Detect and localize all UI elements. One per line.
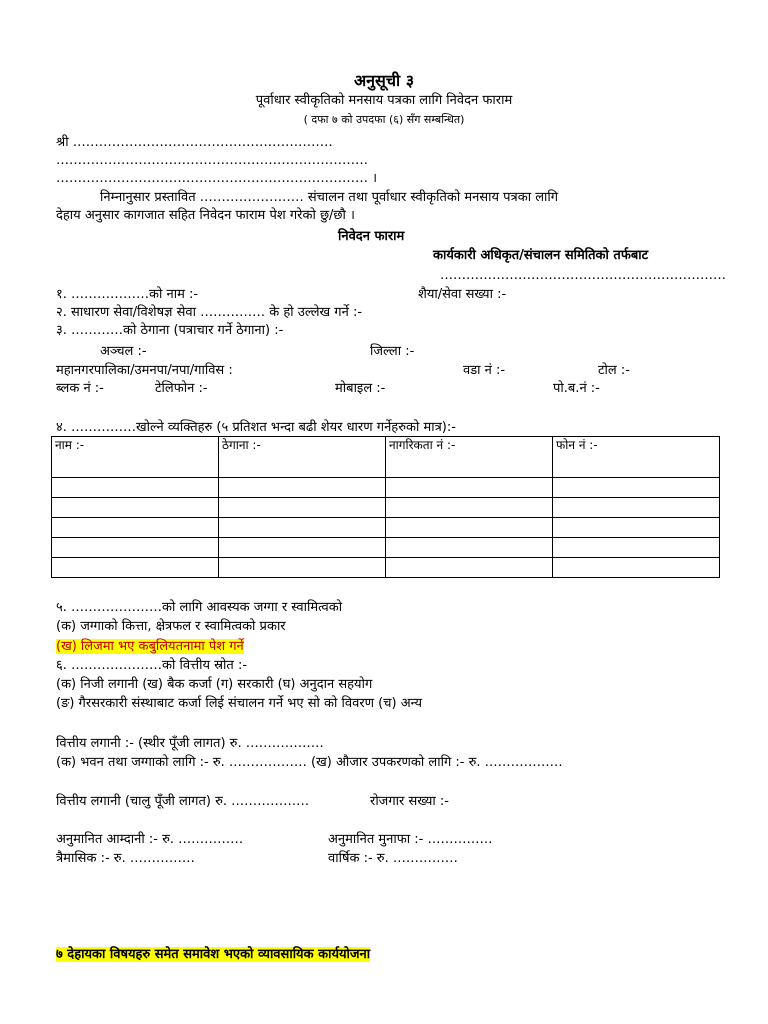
table-cell[interactable] — [553, 478, 720, 498]
table-cell[interactable] — [219, 538, 386, 558]
table-header-phone: फोन नं :- — [553, 437, 720, 478]
form-heading: निवेदन फाराम — [338, 229, 405, 244]
table-cell[interactable] — [52, 558, 219, 578]
addressee-line: श्री …………………………………………………… — [56, 135, 333, 150]
table-row — [52, 558, 720, 578]
table-cell[interactable] — [386, 538, 553, 558]
field-ward: वडा नं :- — [463, 363, 506, 378]
table-row — [52, 498, 720, 518]
intro-paragraph-1: निम्नानुसार प्रस्तावित …………………… संचालन तथा पूर्वाधार स्वीकृतिको मनसाय पत्रका लागि — [100, 190, 559, 205]
table-cell[interactable] — [553, 518, 720, 538]
finance-sources-2: (ङ) गैरसरकारी संस्थाबाट कर्जा लिई संचालन गर्ने भए सो को विवरण (च) अन्य — [56, 696, 423, 711]
employment-count: रोजगार सख्या :- — [370, 794, 449, 809]
officer-signature-dots: ………………………………………………………… — [440, 268, 726, 283]
field-3-address: ३. …………को ठेगाना (पत्राचार गर्ने ठेगाना) :- — [56, 323, 284, 338]
field-bed-count: शैया/सेवा सख्या :- — [418, 287, 507, 302]
field-4-shareholders: ४. ……………खोल्ने व्यक्तिहरु (५ प्रतिशत भन्दा बढी शेयर धारण गर्नेहरुको मात्र):- — [56, 420, 456, 435]
table-cell[interactable] — [553, 558, 720, 578]
table-cell[interactable] — [52, 478, 219, 498]
finance-sources-1: (क) निजी लगानी (ख) बैक कर्जा (ग) सरकारी (घ) अनुदान सहयोग — [56, 677, 373, 692]
field-tole: टोल :- — [598, 363, 630, 378]
table-cell[interactable] — [386, 558, 553, 578]
table-header-row — [52, 437, 720, 478]
table-cell[interactable] — [219, 518, 386, 538]
field-anchal: अञ्चल :- — [100, 344, 147, 359]
field-telephone: टेलिफोन :- — [155, 381, 208, 396]
table-cell[interactable] — [386, 518, 553, 538]
field-5-land: ५. …………………को लागि आवस्यक जग्गा र स्वामित्वको — [56, 600, 343, 615]
table-cell[interactable] — [52, 498, 219, 518]
table-cell[interactable] — [553, 538, 720, 558]
annual: वार्षिक :- रु. …………… — [328, 851, 458, 866]
table-row — [52, 538, 720, 558]
quarterly: त्रैमासिक :- रु. …………… — [56, 851, 195, 866]
field-1-name: १. ………………को नाम :- — [56, 287, 199, 302]
table-row — [52, 518, 720, 538]
field-municipality: महानगरपालिका/उमनपा/नपा/गाविस : — [56, 363, 233, 378]
field-5-ka: (क) जग्गाको कित्ता, क्षेत्रफल र स्वामित्वको प्रकार — [56, 619, 286, 634]
field-mobile: मोबाइल :- — [335, 381, 386, 396]
shareholder-table — [51, 436, 720, 578]
field-5-kha-highlight: (ख) लिजमा भए कबुलियतनामा पेश गर्ने — [56, 639, 244, 654]
table-header-address: ठेगाना :- — [219, 437, 386, 478]
running-capital: वित्तीय लगानी (चालु पूँजी लागत) रु. ……………… — [56, 794, 310, 809]
estimated-profit: अनुमानित मुनाफा :- …………… — [328, 832, 493, 847]
table-cell[interactable] — [219, 558, 386, 578]
fixed-capital: वित्तीय लगानी :- (स्थीर पूँजी लागत) रु. ……………… — [56, 736, 324, 751]
officer-label: कार्यकारी अधिकृत/संचालन समितिको तर्फबाट — [433, 248, 649, 263]
table-row — [52, 478, 720, 498]
table-cell[interactable] — [52, 538, 219, 558]
page-title: अनुसूची ३ — [353, 71, 415, 90]
field-2-service-type: २. साधारण सेवा/विशेषज्ञ सेवा …………… के हो उल्लेख गर्ने :- — [56, 305, 363, 320]
address-dots-line-1: ……………………………………………………………… — [56, 153, 368, 168]
form-subtitle: पूर्वाधार स्वीकृतिको मनसाय पत्रका लागि निवेदन फाराम — [255, 93, 513, 108]
field-7-business-plan: ७ देहायका विषयहरु समेत समावेश भएको व्यावसायिक कार्ययोजना — [56, 947, 371, 962]
table-header-name: नाम :- — [52, 437, 219, 478]
table-cell[interactable] — [386, 478, 553, 498]
building-equipment: (क) भवन तथा जग्गाको लागि :- रु. ……………… (ख) औजार उपकरणको लागि :- रु. ……………… — [56, 755, 563, 770]
table-cell[interactable] — [219, 498, 386, 518]
address-dots-line-2: ……………………………………………………………… । — [56, 171, 378, 186]
form-section-reference: ( दफा ७ को उपदफा (६) सँग सम्बन्धित) — [303, 113, 465, 126]
field-block: ब्लक नं :- — [56, 381, 104, 396]
table-cell[interactable] — [386, 498, 553, 518]
field-district: जिल्ला :- — [370, 344, 415, 359]
table-cell[interactable] — [52, 518, 219, 538]
field-6-finance: ६. …………………को वित्तीय स्रोत :- — [56, 658, 248, 673]
estimated-income: अनुमानित आम्दानी :- रु. …………… — [56, 832, 244, 847]
table-cell[interactable] — [219, 478, 386, 498]
intro-paragraph-2: देहाय अनुसार कागजात सहित निवेदन फाराम पेश गरेको छु/छौ । — [56, 208, 355, 223]
table-header-citizenship: नागरिकता नं :- — [386, 437, 553, 478]
table-cell[interactable] — [553, 498, 720, 518]
field-pobox: पो.ब.नं :- — [553, 381, 600, 396]
